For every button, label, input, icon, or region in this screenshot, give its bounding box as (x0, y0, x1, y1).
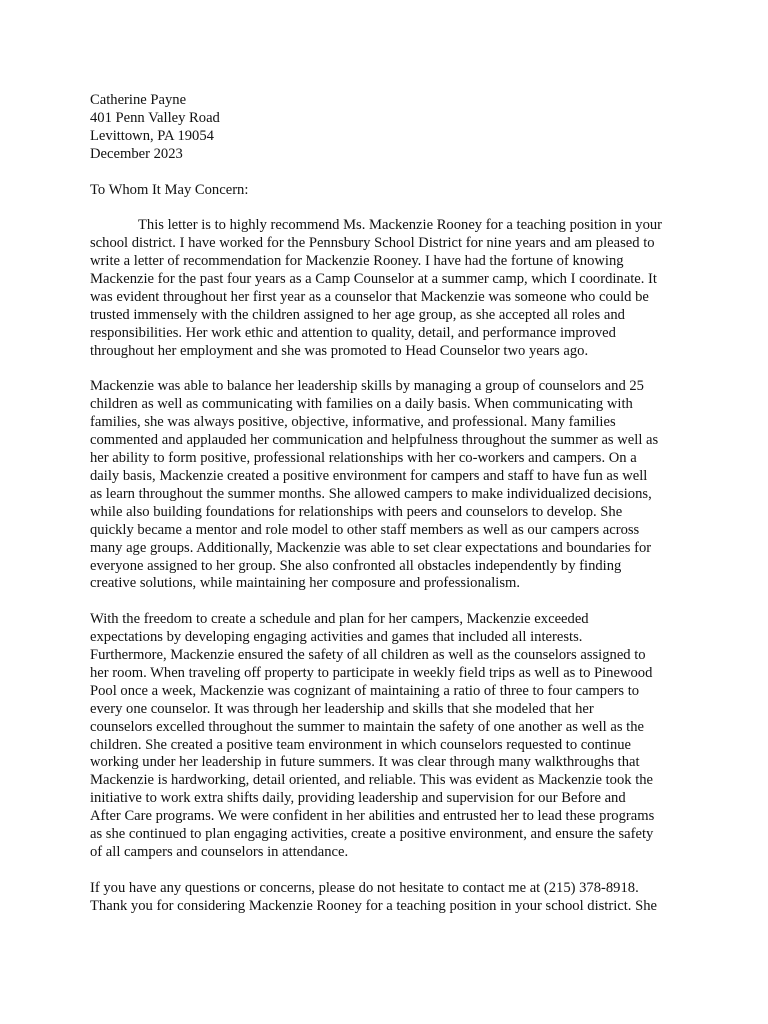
paragraph-line: expectations by developing engaging activities and games that included all interests. (90, 629, 583, 646)
paragraph-line: Mackenzie for the past four years as a Camp Counselor at a summer camp, which I coordinate. It (90, 271, 657, 288)
paragraph-line: her ability to form positive, professional relationships with her co-workers and campers. On a (90, 450, 637, 467)
salutation: To Whom It May Concern: (90, 181, 249, 198)
paragraph-line: while also building foundations for relationships with peers and counselors to develop. She (90, 503, 623, 520)
paragraph-line: quickly became a mentor and role model to other staff members as well as our campers across (90, 521, 640, 538)
sender-address-block (90, 92, 690, 164)
paragraph-line: initiative to work extra shifts daily, providing leadership and supervision for our Before and (90, 790, 626, 807)
paragraph-line: school district. I have worked for the Pennsbury School District for nine years and am pleased to (90, 235, 655, 252)
paragraph-line: many age groups. Additionally, Mackenzie was able to set clear expectations and boundaries for (90, 539, 652, 556)
paragraph-line: her room. When traveling off property to participate in weekly field trips as well as to Pinewood (90, 664, 653, 681)
paragraph-line: throughout her employment and she was promoted to Head Counselor two years ago. (90, 342, 589, 359)
paragraph-line: Thank you for considering Mackenzie Rooney for a teaching position in your school district. She (90, 897, 657, 914)
paragraph-line: With the freedom to create a schedule and plan for her campers, Mackenzie exceeded (90, 611, 589, 628)
paragraph-line: as learn throughout the summer months. She allowed campers to make individualized decisions, (90, 485, 652, 502)
paragraph-line: of all campers and counselors in attendance. (90, 844, 349, 860)
sender-street: 401 Penn Valley Road (90, 109, 220, 126)
paragraph-line: as she continued to plan engaging activities, create a positive environment, and ensure the safety (90, 826, 654, 843)
paragraph-line: every one counselor. It was through her leadership and skills that she modeled that her (90, 700, 594, 717)
paragraph-line: families, she was always positive, objective, informative, and professional. Many families (90, 414, 616, 431)
letter-body (90, 217, 690, 915)
paragraph-line: Mackenzie is hardworking, detail oriented, and reliable. This was evident as Mackenzie took the (90, 772, 654, 789)
paragraph-line: working under her leadership in future summers. It was clear through many walkthroughs that (90, 754, 640, 771)
paragraph-line: Furthermore, Mackenzie ensured the safety of all children as well as the counselors assigned to (90, 647, 646, 664)
paragraph-line: commented and applauded her communication and helpfulness throughout the summer as well as (90, 432, 659, 449)
letter-page (90, 92, 690, 916)
paragraph-line: After Care programs. We were confident in her abilities and entrusted her to lead these programs (90, 808, 655, 825)
paragraph-line: children as well as communicating with families on a daily basis. When communicating with (90, 396, 633, 413)
paragraph-line: responsibilities. Her work ethic and attention to quality, detail, and performance improved (90, 324, 616, 341)
letter-date: December 2023 (90, 145, 183, 162)
body-paragraph (90, 378, 690, 593)
paragraph-line: counselors excelled throughout the summer to maintain the safety of one another as well as the (90, 718, 644, 735)
paragraph-line: Pool once a week, Mackenzie was cognizant of maintaining a ratio of three to four campers to (90, 682, 640, 699)
paragraph-line: daily basis, Mackenzie created a positive environment for campers and staff to have fun as well (90, 467, 648, 484)
paragraph-line: creative solutions, while maintaining her composure and professionalism. (90, 575, 521, 592)
paragraph-line: was evident throughout her first year as a counselor that Mackenzie was someone who could be (90, 288, 649, 305)
body-paragraph (90, 880, 690, 916)
paragraph-line: This letter is to highly recommend Ms. Mackenzie Rooney for a teaching position in your (138, 217, 663, 234)
sender-city-state-zip: Levittown, PA 19054 (90, 127, 214, 144)
paragraph-line: write a letter of recommendation for Mackenzie Rooney. I have had the fortune of knowing (90, 253, 624, 270)
body-paragraph (90, 611, 690, 862)
paragraph-line: everyone assigned to her group. She also confronted all obstacles independently by finding (90, 557, 622, 574)
sender-name: Catherine Payne (90, 92, 187, 108)
body-paragraph (90, 217, 690, 360)
paragraph-line: children. She created a positive team environment in which counselors requested to continue (90, 736, 632, 753)
paragraph-line: If you have any questions or concerns, please do not hesitate to contact me at (215) 378-8918. (90, 879, 639, 896)
paragraph-line: Mackenzie was able to balance her leadership skills by managing a group of counselors and 25 (90, 378, 644, 395)
paragraph-line: trusted immensely with the children assigned to her age group, as she accepted all roles and (90, 306, 625, 323)
